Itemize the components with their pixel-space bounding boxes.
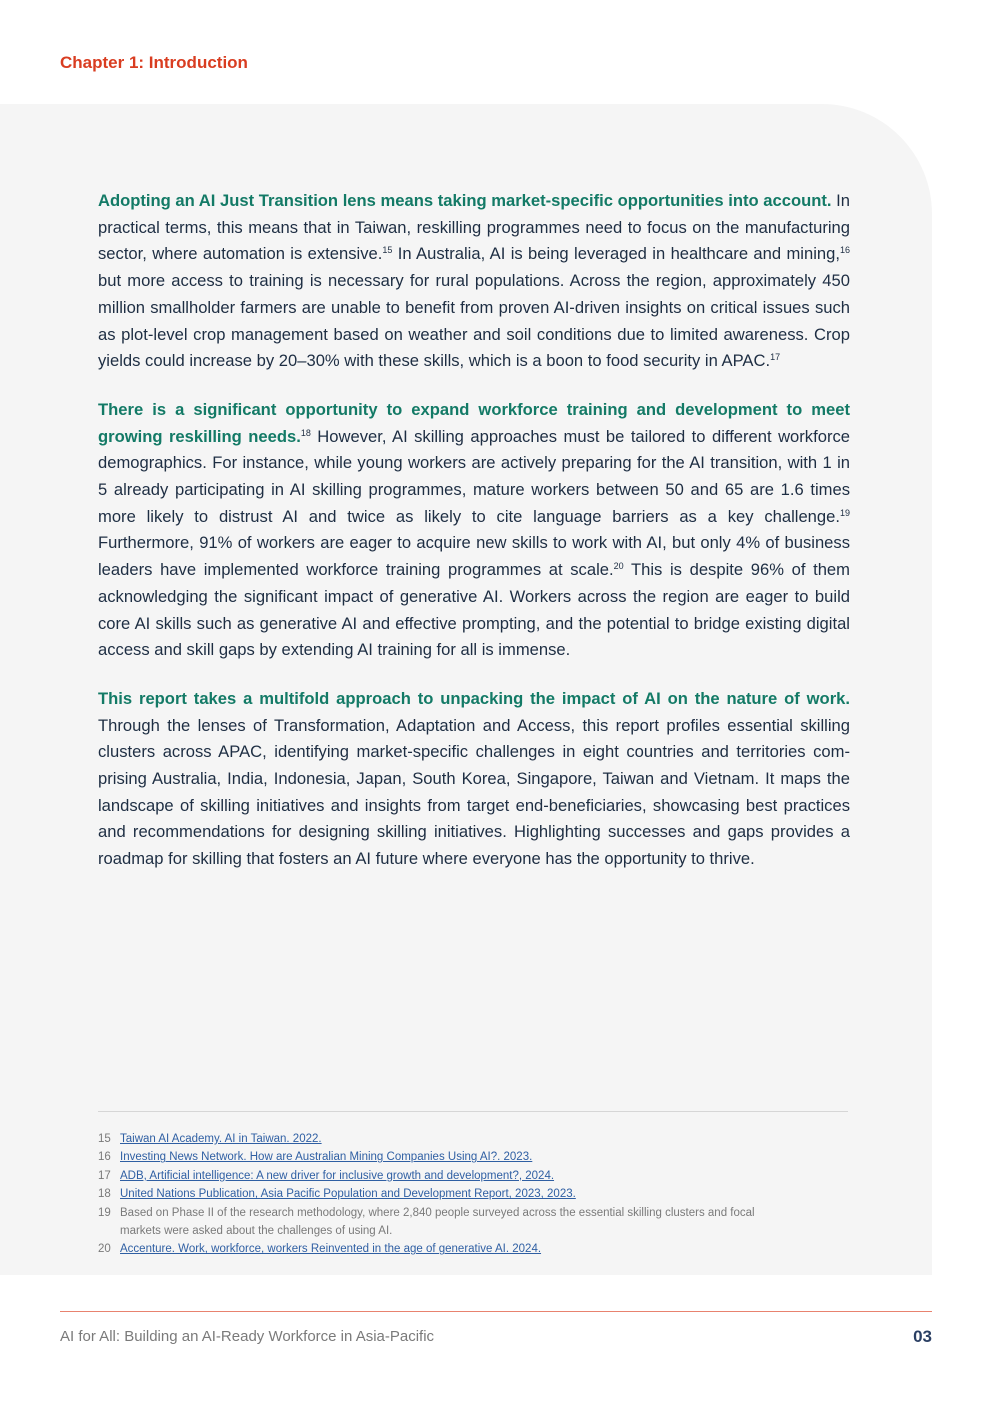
paragraph-text: Through the lenses of Transformation, Adaptation and Access, this report profiles essential skilling clusters across APAC, identifying market-specific challenges in eight countries and territories comprising Australia, India, Indonesia, Japan, South Korea, Singapore, Taiwan and Vietnam. It maps the landscape of skilling initiatives and insights from target end-beneficiaries, showcasing best practices and recommendations for designing skilling initiatives. Highlighting successes and gaps provides a roadmap for skilling that fosters an AI future where everyone has the opportunity to thrive.: [98, 715, 850, 869]
paragraph-text: Furthermore, 91% of workers are eager to acquire new skills to work with AI, but only 4% of business leaders have implemented workforce training programmes at scale.: [98, 533, 850, 580]
footnote-link[interactable]: Taiwan AI Academy. AI in Taiwan. 2022.: [120, 1133, 322, 1145]
paragraph-lead: This report takes a multifold approach to unpacking the impact of AI on the nature of work.: [98, 688, 850, 708]
footnote-number: 18: [98, 1188, 111, 1201]
footnote-link[interactable]: Accenture. Work, workforce, workers Reinvented in the age of generative AI. 2024.: [120, 1243, 542, 1256]
footnote-number: 19: [98, 1206, 111, 1219]
footnote-link[interactable]: ADB, Artificial intelligence: A new driver for inclusive growth and development?, 2024.: [120, 1169, 555, 1182]
footnote-text: Based on Phase II of the research methodology, where 2,840 people surveyed across the essential skilling clusters and focal markets were asked about the challenges of using AI.: [120, 1206, 755, 1238]
paragraph-workforce-training: [98, 397, 850, 664]
paragraph-text: In Australia, AI is being leveraged in healthcare and mining,: [392, 244, 840, 264]
footnote-item: [98, 1185, 848, 1203]
footnote-ref[interactable]: 17: [770, 352, 781, 363]
paragraph-text: However, AI skilling approaches must be tailored to different workforce demographics. For instance, while young workers are actively preparing for the AI transition, with 1 in 5 already participating in AI skilling programmes, mature workers between 50 and 65 are 1.6 times more likely to distrust AI and twice as likely to cite language barriers as a key challenge.: [98, 426, 850, 526]
footnote-number: 20: [98, 1243, 111, 1256]
paragraph-text: This is despite 96% of them acknowledging the significant impact of generative AI. Workers across the region are eager to build core AI skills such as generative AI and effective prompting, and the potential to bridge existing digital access and skill gaps by extending AI training for all is immense.: [98, 560, 850, 660]
footnote-ref[interactable]: 18: [300, 427, 311, 438]
footnote-item: [98, 1130, 848, 1148]
footnotes: [98, 1111, 848, 1259]
paragraph-text: but more access to training is necessary for rural populations. Across the region, approximately 450 million smallholder farmers are unable to benefit from proven AI-driven insights on critical issues such as plot-level crop management based on weather and soil conditions due to limited awareness. Crop yields could increase by 20–30% with these skills, which is a boon to food security in APAC.: [98, 271, 850, 371]
body-text: [98, 188, 850, 895]
footnote-link[interactable]: Investing News Network. How are Australian Mining Companies Using AI?. 2023.: [120, 1151, 533, 1164]
paragraph-report-approach: [98, 686, 850, 873]
paragraph-lead: There is a significant opportunity to expand workforce training and development to meet growing reskilling needs.: [98, 399, 850, 446]
paragraph-lead: Adopting an AI Just Transition lens means taking market-specific opportunities into account.: [98, 191, 832, 210]
footnote-number: 17: [98, 1169, 111, 1182]
paragraph-text: In practical terms, this means that in Taiwan, reskilling programmes need to focus on the manufacturing sector, where automation is extensive.: [98, 191, 850, 264]
footer-publication-title: AI for All: Building an AI-Ready Workforce in Asia-Pacific: [60, 1328, 435, 1345]
footer-divider: [60, 1311, 932, 1312]
footnote-item: [98, 1240, 848, 1258]
footnote-item: [98, 1204, 848, 1241]
footnote-number: 15: [98, 1133, 111, 1145]
page-number: 03: [913, 1327, 932, 1346]
footnote-link[interactable]: United Nations Publication, Asia Pacific Population and Development Report, 2023, 2023.: [120, 1188, 576, 1201]
chapter-heading: Chapter 1: Introduction: [60, 53, 248, 72]
footnote-ref[interactable]: 16: [839, 245, 850, 256]
footnote-ref[interactable]: 19: [839, 507, 850, 518]
footnote-item: [98, 1148, 848, 1166]
paragraph-market-specific: [98, 188, 850, 375]
footnote-number: 16: [98, 1151, 111, 1164]
footnote-ref[interactable]: 20: [613, 561, 624, 572]
footnote-ref[interactable]: 15: [382, 245, 393, 256]
footnote-item: [98, 1167, 848, 1185]
